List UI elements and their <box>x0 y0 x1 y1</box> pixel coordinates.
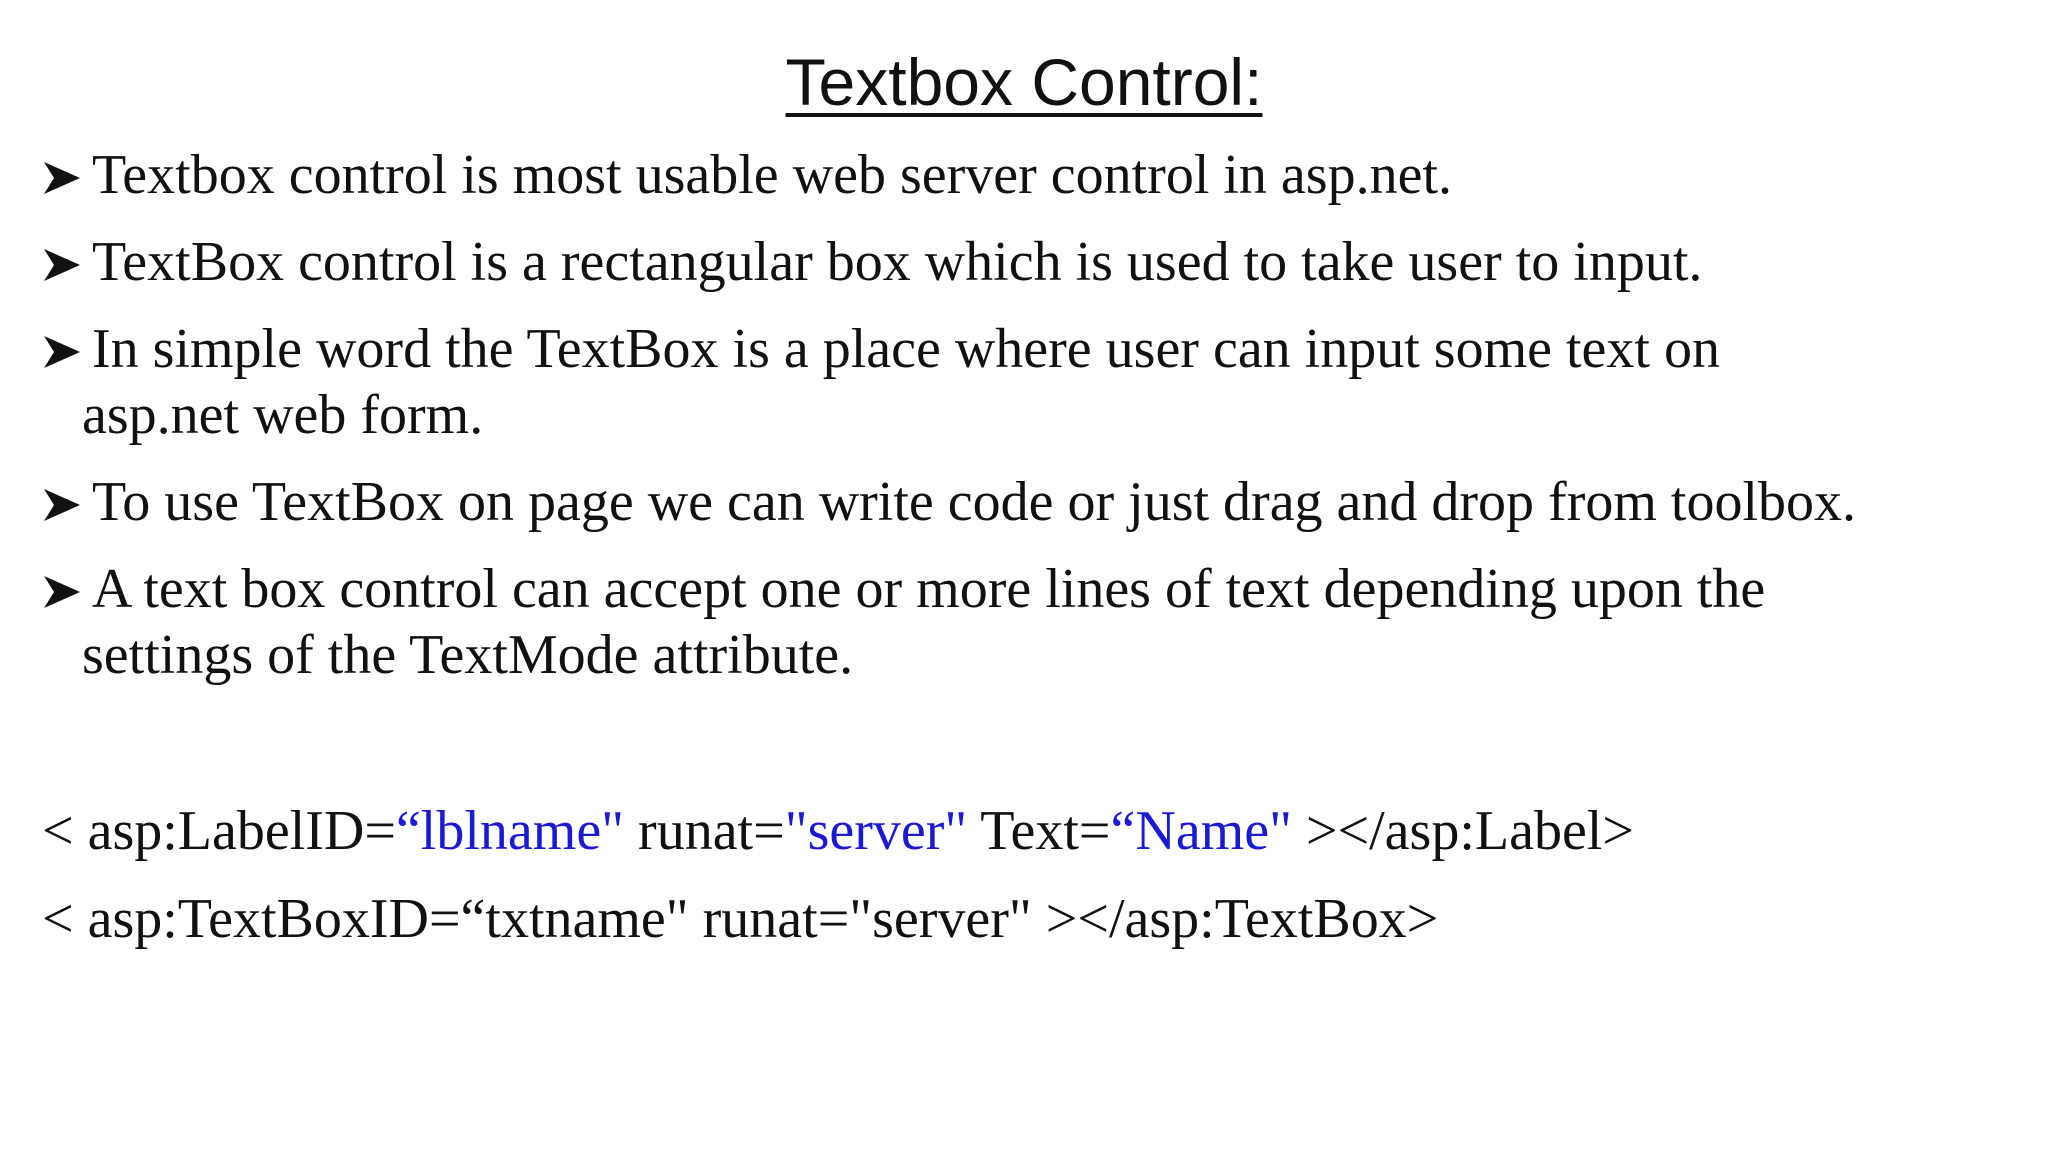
bullet-text: To use TextBox on page we can write code or just drag and drop from toolbox. <box>92 471 1857 533</box>
bullet-text: TextBox control is a rectangular box which is used to take user to input. <box>92 231 1703 293</box>
slide-title-text: Textbox Control: <box>785 45 1263 119</box>
arrowhead-bullet-icon <box>42 245 82 285</box>
code-token: < asp:LabelID= <box>42 800 396 862</box>
bullet-text <box>82 316 2020 448</box>
bullet-text: Textbox control is most usable web server control in asp.net. <box>92 144 1452 206</box>
bullet-text-line-1: A text box control can accept one or more lines of text depending upon the <box>92 558 1766 620</box>
code-token: ></asp:Label> <box>1291 800 1634 862</box>
code-value-id: “lblname" <box>395 800 625 862</box>
slide-title <box>0 40 2048 124</box>
bullet-item <box>40 556 2020 688</box>
bullet-item <box>40 229 2020 295</box>
bullet-text-line-1: In simple word the TextBox is a place where user can input some text on <box>92 318 1720 380</box>
arrowhead-bullet-icon <box>42 485 82 525</box>
arrowhead-bullet-icon <box>42 332 82 372</box>
code-token: runat= <box>624 800 785 862</box>
code-line-label <box>42 798 1634 864</box>
bullet-text-line-2: asp.net web form. <box>82 384 484 446</box>
bullet-list <box>40 142 2020 709</box>
code-value-runat: "server" <box>784 800 968 862</box>
code-token: Text= <box>967 800 1111 862</box>
bullet-text-line-2: settings of the TextMode attribute. <box>82 624 854 686</box>
code-line-textbox: < asp:TextBoxID=“txtname" runat="server" ></asp:TextBox> <box>42 888 1439 950</box>
bullet-item <box>40 469 2020 535</box>
code-value-text: “Name" <box>1110 800 1292 862</box>
arrowhead-bullet-icon <box>42 572 82 612</box>
bullet-text <box>82 556 2020 688</box>
bullet-item <box>40 142 2020 208</box>
bullet-item <box>40 316 2020 448</box>
arrowhead-bullet-icon <box>42 158 82 198</box>
